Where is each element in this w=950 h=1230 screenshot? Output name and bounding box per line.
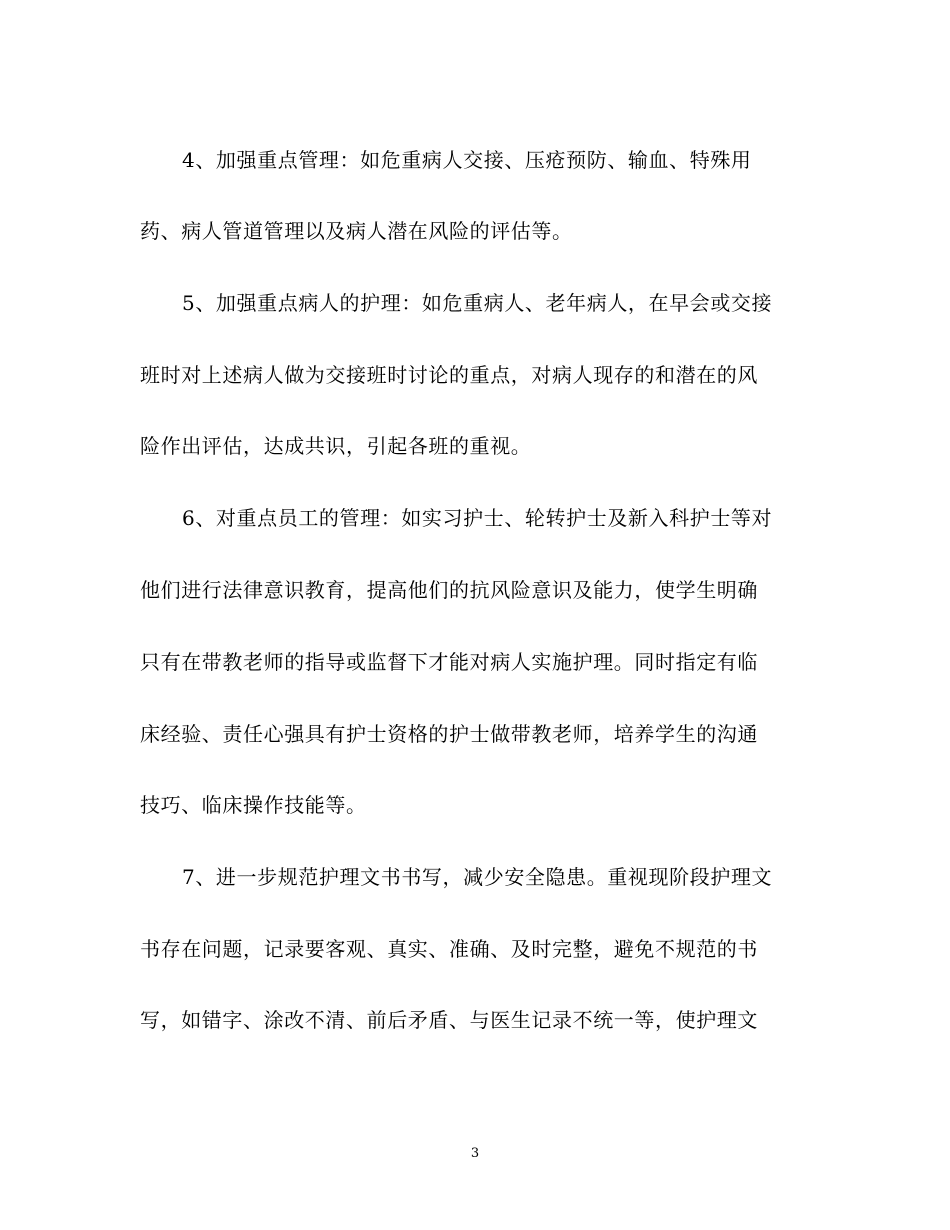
- paragraph-5-line-1: 5、加强重点病人的护理：如危重病人、老年病人，在早会或交接: [182, 291, 773, 315]
- paragraph-6-line-2: 他们进行法律意识教育，提高他们的抗风险意识及能力，使学生明确: [140, 578, 758, 602]
- paragraph-5-line-2: 班时对上述病人做为交接班时讨论的重点，对病人现存的和潜在的风: [140, 363, 758, 387]
- paragraph-5-line-3: 险作出评估，达成共识，引起各班的重视。: [140, 434, 532, 458]
- paragraph-6-line-3: 只有在带教老师的指导或监督下才能对病人实施护理。同时指定有临: [140, 650, 758, 674]
- paragraph-4-line-2: 药、病人管道管理以及病人潜在风险的评估等。: [140, 219, 573, 243]
- paragraph-4-line-1: 4、加强重点管理：如危重病人交接、压疮预防、输血、特殊用: [182, 148, 752, 172]
- paragraph-6-line-1: 6、对重点员工的管理：如实习护士、轮转护士及新入科护士等对: [182, 506, 773, 530]
- paragraph-7-line-3: 写，如错字、涂改不清、前后矛盾、与医生记录不统一等，使护理文: [140, 1008, 758, 1032]
- page-number: 3: [470, 1146, 480, 1161]
- paragraph-6-line-5: 技巧、临床操作技能等。: [140, 793, 367, 817]
- paragraph-6-line-4: 床经验、责任心强具有护士资格的护士做带教老师，培养学生的沟通: [140, 722, 758, 746]
- paragraph-7-line-1: 7、进一步规范护理文书书写，减少安全隐患。重视现阶段护理文: [182, 865, 773, 889]
- paragraph-7-line-2: 书存在问题，记录要客观、真实、准确、及时完整，避免不规范的书: [140, 937, 758, 961]
